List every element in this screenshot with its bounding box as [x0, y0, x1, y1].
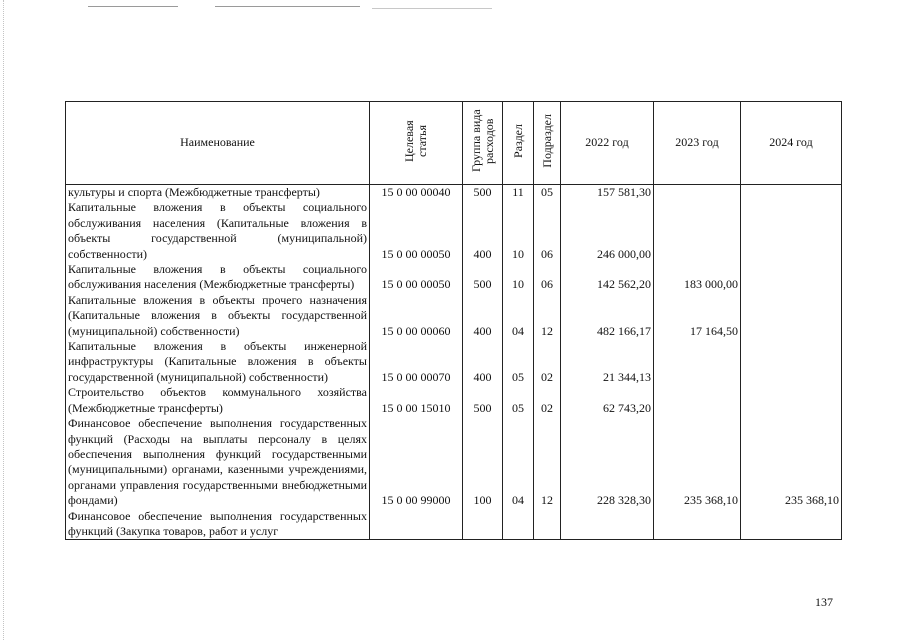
- row-section: [503, 509, 534, 540]
- row-section: 04: [503, 293, 534, 339]
- scan-artifact-line: [372, 8, 492, 9]
- row-target-article: 15 0 00 00050: [370, 262, 463, 293]
- row-target-article: [370, 509, 463, 540]
- row-2024: [741, 293, 842, 339]
- row-2022: [561, 509, 654, 540]
- row-2023: 183 000,00: [654, 262, 741, 293]
- row-2022: 157 581,30: [561, 185, 654, 201]
- row-2022: 142 562,20: [561, 262, 654, 293]
- row-subsection: 02: [534, 385, 561, 416]
- row-expense-group: 400: [463, 339, 503, 385]
- row-target-article: 15 0 00 00070: [370, 339, 463, 385]
- table-row: [66, 293, 842, 339]
- row-2024: [741, 200, 842, 262]
- row-expense-group: 400: [463, 293, 503, 339]
- table-row: [66, 200, 842, 262]
- row-subsection: 12: [534, 293, 561, 339]
- row-name: Капитальные вложения в объекты социального обслуживания населения (Капитальные вложения в объекты государственной (муниципальной) собственности): [66, 200, 370, 262]
- row-2023: [654, 509, 741, 540]
- row-name: Капитальные вложения в объекты прочего назначения (Капитальные вложения в объекты государственной (муниципальной) собственности): [66, 293, 370, 339]
- row-expense-group: 500: [463, 262, 503, 293]
- row-subsection: 05: [534, 185, 561, 201]
- row-2024: 235 368,10: [741, 416, 842, 508]
- row-target-article: 15 0 00 15010: [370, 385, 463, 416]
- header-2023: 2023 год: [654, 102, 741, 185]
- table-row: [66, 262, 842, 293]
- header-section: Раздел: [503, 102, 534, 185]
- row-2024: [741, 339, 842, 385]
- row-section: 05: [503, 339, 534, 385]
- header-row: [66, 102, 842, 185]
- page-number: 137: [815, 595, 833, 609]
- row-expense-group: 500: [463, 385, 503, 416]
- row-name: Финансовое обеспечение выполнения государственных функций (Расходы на выплаты персоналу в целях обеспечения выполнения функций государственными (муниципальными) органами, казенными учреждениями, органами управления государственными внебюджетными фондами): [66, 416, 370, 508]
- row-2023: [654, 385, 741, 416]
- row-subsection: 12: [534, 416, 561, 508]
- row-target-article: 15 0 00 00050: [370, 200, 463, 262]
- row-2024: [741, 509, 842, 540]
- table-row: [66, 385, 842, 416]
- row-expense-group: [463, 509, 503, 540]
- row-name: культуры и спорта (Межбюджетные трансферты): [66, 185, 370, 201]
- scan-artifact-line: [215, 6, 360, 7]
- row-name: Капитальные вложения в объекты инженерной инфраструктуры (Капитальные вложения в объекты государственной (муниципальной) собственности): [66, 339, 370, 385]
- row-section: 04: [503, 416, 534, 508]
- row-subsection: 06: [534, 200, 561, 262]
- row-subsection: 06: [534, 262, 561, 293]
- row-2023: [654, 339, 741, 385]
- table-row: [66, 509, 842, 540]
- row-2022: 21 344,13: [561, 339, 654, 385]
- row-2023: [654, 185, 741, 201]
- row-expense-group: 100: [463, 416, 503, 508]
- row-2022: 246 000,00: [561, 200, 654, 262]
- header-expense-group: Группа вида расходов: [463, 102, 503, 185]
- row-subsection: 02: [534, 339, 561, 385]
- row-target-article: 15 0 00 99000: [370, 416, 463, 508]
- row-2022: 62 743,20: [561, 385, 654, 416]
- row-2022: 482 166,17: [561, 293, 654, 339]
- row-2023: 235 368,10: [654, 416, 741, 508]
- row-2024: [741, 185, 842, 201]
- row-2023: 17 164,50: [654, 293, 741, 339]
- row-2024: [741, 262, 842, 293]
- scan-edge: [3, 0, 5, 640]
- row-expense-group: 400: [463, 200, 503, 262]
- header-subsection: Подраздел: [534, 102, 561, 185]
- row-section: 05: [503, 385, 534, 416]
- table-row: [66, 339, 842, 385]
- row-section: 10: [503, 200, 534, 262]
- row-target-article: 15 0 00 00060: [370, 293, 463, 339]
- row-name: Строительство объектов коммунального хозяйства (Межбюджетные трансферты): [66, 385, 370, 416]
- row-name: Капитальные вложения в объекты социального обслуживания населения (Межбюджетные трансферты): [66, 262, 370, 293]
- row-name: Финансовое обеспечение выполнения государственных функций (Закупка товаров, работ и услуг: [66, 509, 370, 540]
- row-section: 10: [503, 262, 534, 293]
- table-row: [66, 416, 842, 508]
- row-2024: [741, 385, 842, 416]
- row-expense-group: 500: [463, 185, 503, 201]
- header-2022: 2022 год: [561, 102, 654, 185]
- row-2022: 228 328,30: [561, 416, 654, 508]
- row-2023: [654, 200, 741, 262]
- scan-artifact-line: [88, 6, 178, 7]
- table-row: [66, 185, 842, 201]
- header-target-article: Целевая статья: [370, 102, 463, 185]
- row-subsection: [534, 509, 561, 540]
- header-name: Наименование: [66, 102, 370, 185]
- budget-table: [65, 101, 842, 540]
- row-target-article: 15 0 00 00040: [370, 185, 463, 201]
- header-2024: 2024 год: [741, 102, 842, 185]
- row-section: 11: [503, 185, 534, 201]
